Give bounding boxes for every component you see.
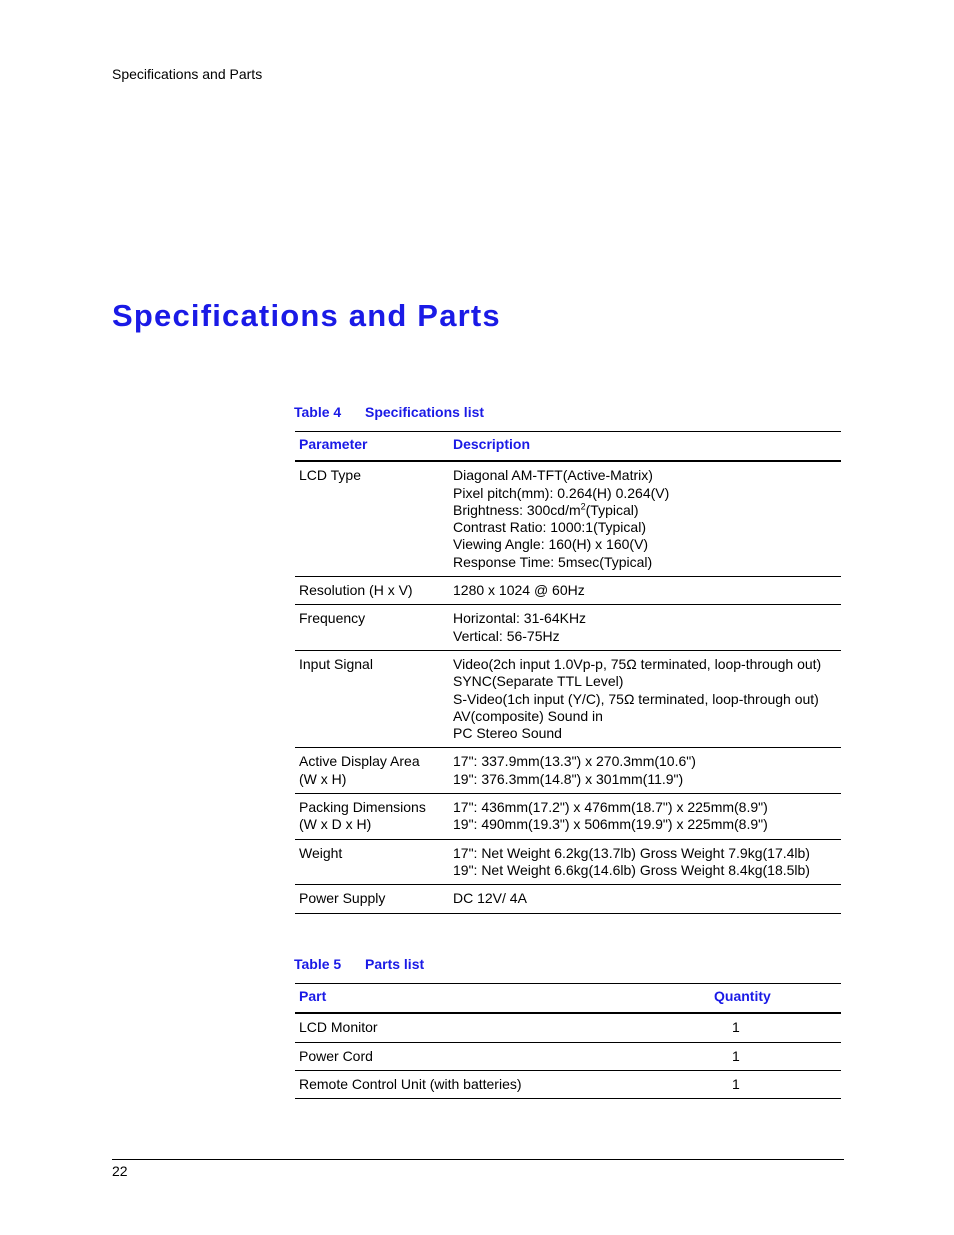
- table-row: [295, 577, 841, 605]
- description-line: Viewing Angle: 160(H) x 160(V): [453, 536, 649, 553]
- brightness-suffix: (Typical): [585, 501, 639, 518]
- description-line: Video(2ch input 1.0Vp-p, 75Ω terminated, loop-through out): [453, 655, 822, 672]
- caption-title: Parts list: [365, 956, 425, 972]
- part-cell: Remote Control Unit (with batteries): [295, 1070, 710, 1098]
- parameter-cell: [295, 577, 449, 605]
- description-line: 17": 337.9mm(13.3") x 270.3mm(10.6"): [453, 753, 696, 770]
- parameter-cell: [295, 461, 449, 576]
- description-cell: [449, 839, 841, 885]
- description-line: DC 12V/ 4A: [453, 890, 527, 907]
- description-line: SYNC(Separate TTL Level): [453, 673, 624, 690]
- description-line: 17": 436mm(17.2") x 476mm(18.7") x 225mm(8.9"): [453, 799, 768, 816]
- parameter-line: (W x D x H): [299, 816, 372, 833]
- table-header-row: [295, 984, 841, 1014]
- table-row: [295, 461, 841, 576]
- description-cell: [449, 461, 841, 576]
- description-line: 1280 x 1024 @ 60Hz: [453, 582, 585, 599]
- description-cell: [449, 650, 841, 747]
- table-row: [295, 748, 841, 794]
- parameter-line: Weight: [299, 844, 343, 861]
- footer-divider: [112, 1159, 844, 1160]
- description-line: 19": 490mm(19.3") x 506mm(19.9") x 225mm(8.9"): [453, 816, 768, 833]
- table-header-row: [295, 432, 841, 462]
- parameter-line: LCD Type: [299, 467, 361, 484]
- description-cell: [449, 794, 841, 840]
- spec-table-caption: [294, 404, 484, 420]
- parameter-line: Active Display Area: [299, 753, 420, 770]
- part-cell: LCD Monitor: [295, 1013, 710, 1042]
- description-line: Response Time: 5msec(Typical): [453, 553, 653, 570]
- parameter-line: Frequency: [299, 610, 366, 627]
- table-row: [295, 650, 841, 747]
- description-line: Vertical: 56-75Hz: [453, 627, 560, 644]
- brightness-superscript: 2: [580, 501, 586, 512]
- running-header: Specifications and Parts: [112, 66, 263, 82]
- description-line: PC Stereo Sound: [453, 725, 562, 742]
- parameter-line: Input Signal: [299, 655, 373, 672]
- page-number: 22: [112, 1163, 128, 1179]
- column-header-quantity: Quantity: [710, 984, 841, 1014]
- description-line: Pixel pitch(mm): 0.264(H) 0.264(V): [453, 484, 670, 501]
- parameter-cell: [295, 839, 449, 885]
- description-line-brightness: [453, 502, 837, 519]
- description-cell: [449, 577, 841, 605]
- table-row: [295, 794, 841, 840]
- table-row: [295, 1070, 841, 1098]
- quantity-cell: 1: [710, 1042, 841, 1070]
- description-line: AV(composite) Sound in: [453, 707, 603, 724]
- parameter-line: Packing Dimensions: [299, 799, 426, 816]
- description-line: Contrast Ratio: 1000:1(Typical): [453, 519, 646, 536]
- table-row: [295, 885, 841, 913]
- column-header-parameter: Parameter: [295, 432, 449, 462]
- parameter-cell: [295, 605, 449, 651]
- table-row: [295, 1013, 841, 1042]
- caption-title: Specifications list: [365, 404, 485, 420]
- part-cell: Power Cord: [295, 1042, 710, 1070]
- parameter-line: Power Supply: [299, 890, 386, 907]
- description-line: Diagonal AM-TFT(Active-Matrix): [453, 467, 653, 484]
- parts-table: [295, 983, 841, 1099]
- description-cell: [449, 885, 841, 913]
- column-header-description: Description: [449, 432, 841, 462]
- caption-number: Table 5: [294, 956, 342, 972]
- description-cell: [449, 748, 841, 794]
- caption-number: Table 4: [294, 404, 342, 420]
- quantity-cell: 1: [710, 1070, 841, 1098]
- description-line: Horizontal: 31-64KHz: [453, 610, 587, 627]
- parameter-line: Resolution (H x V): [299, 582, 413, 599]
- parameter-line: (W x H): [299, 770, 347, 787]
- description-cell: [449, 605, 841, 651]
- parameter-cell: [295, 794, 449, 840]
- page-title: Specifications and Parts: [112, 298, 501, 333]
- description-line: 17": Net Weight 6.2kg(13.7lb) Gross Weight 7.9kg(17.4lb): [453, 844, 810, 861]
- description-line: S-Video(1ch input (Y/C), 75Ω terminated, loop-through out): [453, 690, 819, 707]
- parts-table-caption: [294, 956, 424, 972]
- table-row: [295, 1042, 841, 1070]
- quantity-cell: 1: [710, 1013, 841, 1042]
- parameter-cell: [295, 885, 449, 913]
- brightness-text: Brightness: 300cd/m: [453, 501, 581, 518]
- table-row: [295, 839, 841, 885]
- parameter-cell: [295, 748, 449, 794]
- parameter-cell: [295, 650, 449, 747]
- description-line: 19": Net Weight 6.6kg(14.6lb) Gross Weight 8.4kg(18.5lb): [453, 861, 810, 878]
- column-header-part: Part: [295, 984, 710, 1014]
- table-row: [295, 605, 841, 651]
- specifications-table: [295, 431, 841, 914]
- description-line: 19": 376.3mm(14.8") x 301mm(11.9"): [453, 770, 684, 787]
